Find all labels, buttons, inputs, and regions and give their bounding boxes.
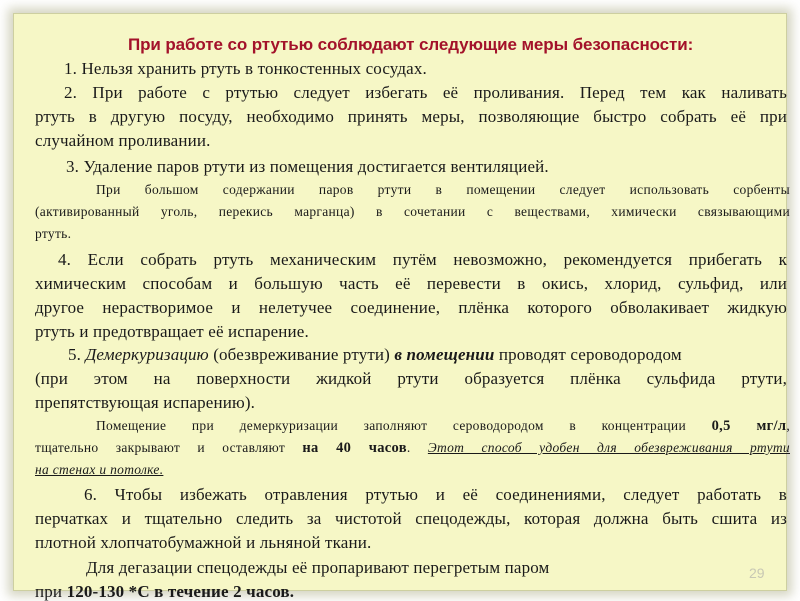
rule-6-line-1: 6. Чтобы избежать отравления ртутью и её соединениями, следует работать в: [84, 485, 787, 504]
steam-treatment-value: 120-130 *С в течение 2 часов.: [66, 582, 295, 601]
rule-5-number: 5.: [68, 345, 82, 364]
rule-2-line-3: случайном проливании.: [35, 131, 211, 150]
duration-value: на 40 часов: [302, 440, 407, 456]
rule-4-line-1: 4. Если собрать ртуть механическим путём невозможно, рекомендуется прибегать к: [58, 250, 787, 269]
page-number: 29: [749, 565, 765, 581]
rule-2-line-1: 2. При работе с ртутью следует избегать её проливания. Перед тем как наливать: [64, 83, 787, 102]
rule-6-line-3: плотной хлопчатобумажной и льняной ткани.: [35, 533, 372, 552]
rule-5-line-3: препятствующая испарению).: [35, 393, 256, 412]
note-1-line-3: ртуть.: [35, 226, 72, 241]
rule-1: 1. Нельзя хранить ртуть в тонкостенных сосудах.: [64, 59, 427, 78]
rule-7-line-1: Для дегазации спецодежды её пропаривают перегретым паром: [86, 558, 550, 577]
demercurization-term: Демеркуризацию: [85, 345, 209, 364]
rule-4-line-2: химическим способам и большую часть её перевести в окись, хлорид, сульфид, или: [35, 274, 787, 293]
note-2-line-3: на стенах и потолке.: [35, 462, 164, 477]
note-2-period: .: [406, 440, 411, 455]
rule-7-line-2: [35, 583, 294, 600]
concentration-value: 0,5 мг/л: [711, 418, 787, 434]
rule-5-line-2: (при этом на поверхности жидкой ртути образуется плёнка сульфида ртути,: [35, 369, 787, 388]
note-2-italic-1: Этот способ удобен для обезвреживания ртути: [427, 440, 790, 455]
rule-5-line-1: [68, 346, 682, 363]
slide-title: При работе со ртутью соблюдают следующие меры безопасности:: [128, 35, 694, 54]
slide: [13, 13, 790, 601]
note-2-text-2: тщательно закрывают и оставляют: [35, 440, 286, 455]
rule-4-line-3: другое нерастворимое и нелетучее соединение, плёнка которого обволакивает жидкую: [35, 298, 787, 317]
rule-2-line-2: ртуть в другую посуду, необходимо принять меры, позволяющие быстро собрать её при: [35, 107, 787, 126]
note-2-text-1: Помещение при демеркуризации заполняют сероводородом в концентрации: [96, 418, 686, 433]
rule-7-prefix: при: [35, 582, 63, 601]
rule-6-line-2: перчатках и тщательно следить за чистотой спецодежды, которая должна быть сшита из: [35, 509, 787, 528]
note-2-line-1: [96, 419, 790, 434]
rule-5-location: в помещении: [394, 345, 495, 364]
rule-4-line-4: ртуть и предотвращает её испарение.: [35, 322, 309, 341]
note-2-line-2: [35, 441, 790, 456]
rule-3: 3. Удаление паров ртути из помещения достигается вентиляцией.: [66, 157, 549, 176]
rule-5-definition: (обезвреживание ртути): [213, 345, 390, 364]
note-1-line-1: При большом содержании паров ртути в помещении следует использовать сорбенты: [96, 182, 790, 197]
note-1-line-2: (активированный уголь, перекись марганца) в сочетании с веществами, химически связывающими: [35, 204, 790, 219]
rule-5-method: проводят сероводородом: [498, 345, 682, 364]
note-2-comma: ,: [786, 418, 790, 433]
